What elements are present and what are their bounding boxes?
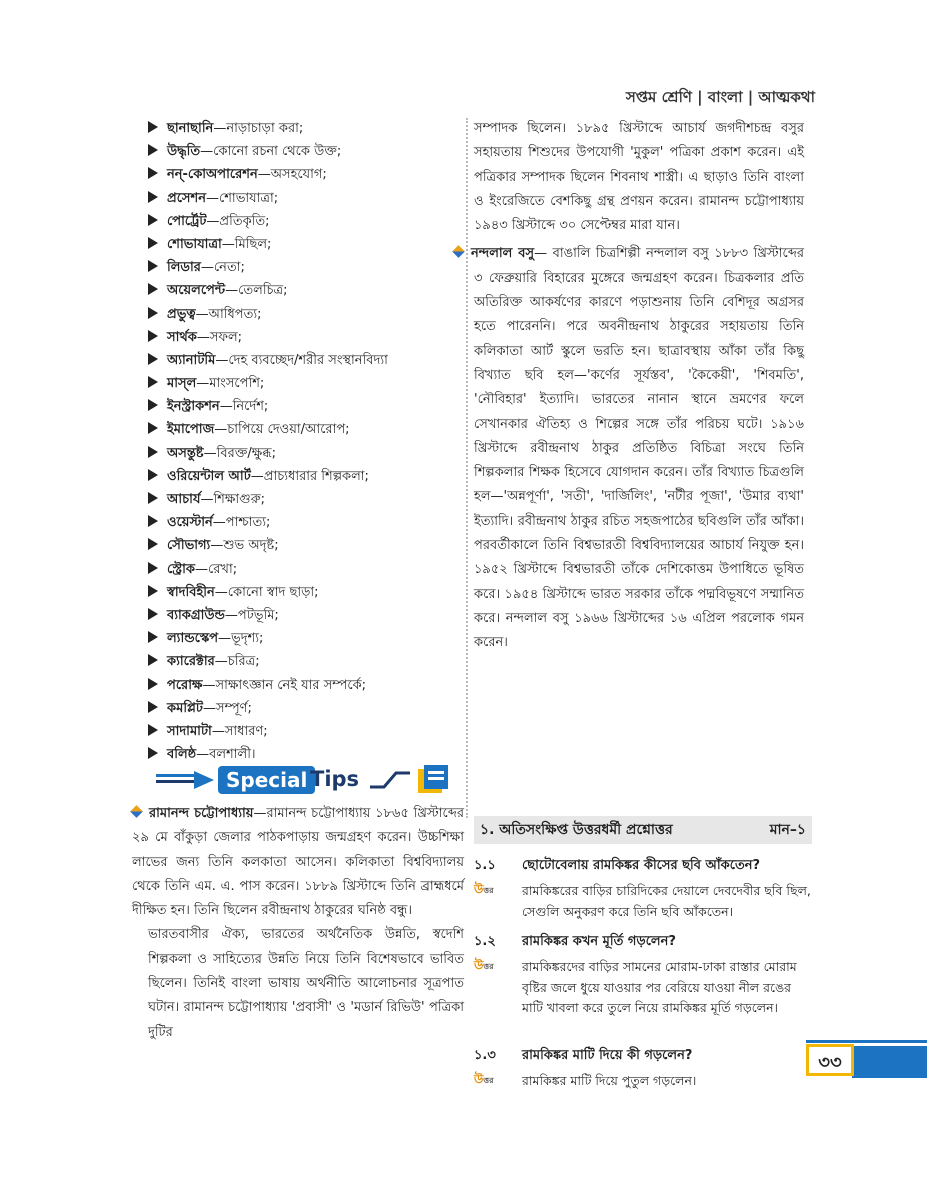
vocab-meaning: বিরক্ত/ক্ষুব্ধ; xyxy=(216,445,276,461)
vocab-meaning: চরিত্র; xyxy=(227,654,260,670)
vocab-dash: — xyxy=(200,492,214,507)
question-number: ১.২ xyxy=(474,934,496,949)
vocab-item xyxy=(148,442,466,465)
vocab-meaning: নির্দেশ; xyxy=(232,399,269,415)
vocab-item xyxy=(148,303,466,326)
triangle-bullet-icon xyxy=(148,330,158,342)
vocab-term: ওরিয়েন্টাল আর্ট xyxy=(167,468,251,484)
vocab-term: সৌভাগ্য xyxy=(167,538,211,554)
vocab-dash: — xyxy=(250,468,264,484)
vocab-item xyxy=(148,697,466,720)
vocab-dash: — xyxy=(219,399,233,415)
vocab-item xyxy=(148,674,466,697)
vocab-dash: — xyxy=(200,144,214,160)
vocab-item xyxy=(148,720,466,743)
triangle-bullet-icon xyxy=(148,469,158,481)
zigzag-icon xyxy=(370,769,410,791)
arrow-left-icon xyxy=(156,771,214,789)
vocab-term: ল্যান্ডস্কেপ xyxy=(167,631,219,647)
answer-icon xyxy=(474,957,502,977)
qa-item xyxy=(474,1046,794,1092)
vocab-item xyxy=(148,627,466,650)
vocab-term: বলিষ্ঠ xyxy=(167,747,197,763)
section-title xyxy=(474,816,812,844)
page-number-bar xyxy=(852,1046,927,1078)
vocab-dash: — xyxy=(203,445,217,461)
vocab-meaning: পাশ্চাত্য; xyxy=(225,515,271,531)
vocab-meaning: আধিপত্য; xyxy=(208,306,262,322)
tip-nandalal: নন্দলাল বসু— বাঙালি চিত্রশিল্পী নন্দলাল বসু ১৮৮৩ খ্রিস্টাব্দের ৩ ফেব্রুয়ারি বিহারের মুঙ্গেরে জন্মগ্রহণ করেন। চিত্রকলার প্রতি অতিরিক্ত আকর্ষণের কারণে পড়াশুনায় তিনি বেশিদূর অগ্রসর হতে পারেননি। পরে অবনীন্দ্রনাথ ঠাকুরের সহায়তায় তিনি কলিকাতা আর্ট স্কুলে ভরতি হন। ছাত্রাবস্থায় আঁকা তাঁর কিছু বিখ্যাত ছবি হল—'কর্ণের সূর্যস্তব', 'কৈকেয়ী', 'শিবমতি', 'নৌবিহার' ইত্যাদি। ভারতের নানান স্থানে ভ্রমণের ফলে সেখানকার ঐতিহ্য ও শিল্পের সঙ্গে তাঁর পরিচয় ঘটে। ১৯১৬ খ্রিস্টাব্দে রবীন্দ্রনাথ ঠাকুর প্রতিষ্ঠিত বিচিত্রা সংঘে তিনি শিল্পকলার শিক্ষক হিসেবে যোগদান করেন। তাঁর বিখ্যাত চিত্রগুলি হল—'অন্নপূর্ণা', 'সতী', 'দার্জিলিং', 'নটীর পূজা', 'উমার ব্যথা' ইত্যাদি। রবীন্দ্রনাথ ঠাকুর রচিত সহজপাঠের ছবিগুলি তাঁর আঁকা। পরবর্তীকালে তিনি বিশ্বভারতী বিশ্ববিদ্যালয়ের আচার্য নিযুক্ত হন। ১৯৫২ খ্রিস্টাব্দে বিশ্বভারতী তাঁকে দেশিকোত্তম উপাধিতে ভূষিত করে। ১৯৫৪ খ্রিস্টাব্দে ভারত সরকার তাঁকে পদ্মবিভূষণে সম্মানিত করে। নন্দলাল বসু ১৯৬৬ খ্রিস্টাব্দের ১৬ এপ্রিল পরলোক গমন করেন। xyxy=(454,242,804,655)
vocab-dash: — xyxy=(213,121,227,136)
vocab-meaning: শোভাযাত্রা; xyxy=(218,190,279,206)
answer-icon xyxy=(474,1071,502,1091)
vocab-meaning: সম্পূর্ণ; xyxy=(216,700,252,716)
vocab-item xyxy=(148,418,466,441)
vocab-dash: — xyxy=(214,584,228,600)
triangle-bullet-icon xyxy=(148,422,158,434)
answer-label: উ xyxy=(474,958,484,972)
vocab-term: অসন্তুষ্ট xyxy=(167,445,204,461)
diamond-bullet-icon xyxy=(130,805,143,818)
answer-text: রামকিঙ্করদের বাড়ির সামনের মোরাম-ঢাকা রাস্তার মোরাম বৃষ্টির জলে ধুয়ে যাওয়ার পর বেরিয়ে যাওয়া নীল রঙের মাটি খাবলা করে তুলে নিয়ে রামকিঙ্কর মূর্তি গড়লেন। xyxy=(522,959,797,1015)
answer-row xyxy=(474,881,814,922)
tip-text: বাঙালি চিত্রশিল্পী নন্দলাল বসু ১৮৮৩ খ্রিস্টাব্দের ৩ ফেব্রুয়ারি বিহারের মুঙ্গেরে জন্মগ্রহণ করেন। চিত্রকলার প্রতি অতিরিক্ত আকর্ষণের কারণে পড়াশুনায় তিনি বেশিদূর অগ্রসর হতে পারেননি। পরে অবনীন্দ্রনাথ ঠাকুরের সহায়তায় তিনি কলিকাতা আর্ট স্কুলে ভরতি হন। ছাত্রাবস্থায় আঁকা তাঁর কিছু বিখ্যাত ছবি হল—'কর্ণের সূর্যস্তব', 'কৈকেয়ী', 'শিবমতি', 'নৌবিহার' ইত্যাদি। ভারতের নানান স্থানে ভ্রমণের ফলে সেখানকার ঐতিহ্য ও শিল্পের সঙ্গে তাঁর পরিচয় ঘটে। ১৯১৬ খ্রিস্টাব্দে রবীন্দ্রনাথ ঠাকুর প্রতিষ্ঠিত বিচিত্রা সংঘে তিনি শিল্পকলার শিক্ষক হিসেবে যোগদান করেন। তাঁর বিখ্যাত চিত্রগুলি হল—'অন্নপূর্ণা', 'সতী', 'দার্জিলিং', 'নটীর পূজা', 'উমার ব্যথা' ইত্যাদি। রবীন্দ্রনাথ ঠাকুর রচিত সহজপাঠের ছবিগুলি তাঁর আঁকা। পরবর্তীকালে তিনি বিশ্বভারতী বিশ্ববিদ্যালয়ের আচার্য নিযুক্ত হন। ১৯৫২ খ্রিস্টাব্দে বিশ্বভারতী তাঁকে দেশিকোত্তম উপাধিতে ভূষিত করে। ১৯৫৪ খ্রিস্টাব্দে ভারত সরকার তাঁকে পদ্মবিভূষণে সম্মানিত করে। নন্দলাল বসু ১৯৬৬ খ্রিস্টাব্দের ১৬ এপ্রিল পরলোক গমন করেন। xyxy=(474,246,805,651)
left-column xyxy=(148,117,466,766)
tip-name: রামানন্দ চট্টোপাধ্যায় xyxy=(149,806,254,821)
qa-item xyxy=(474,856,814,922)
vocab-term: শোভাযাত্রা xyxy=(167,236,222,252)
qa-item xyxy=(474,932,814,1019)
vocab-item xyxy=(148,117,466,140)
diamond-bullet-icon xyxy=(452,246,465,259)
vocab-meaning: সাধারণ; xyxy=(224,723,268,739)
triangle-bullet-icon xyxy=(148,747,158,759)
vocab-item xyxy=(148,256,466,279)
vocab-item xyxy=(148,465,466,488)
vocab-term: সাদামাটা xyxy=(167,723,212,739)
right-column xyxy=(471,117,805,656)
vocab-dash: — xyxy=(211,723,225,739)
vocab-dash: — xyxy=(195,306,209,322)
vocab-dash: — xyxy=(203,700,216,716)
vocab-dash: — xyxy=(205,190,219,206)
triangle-bullet-icon xyxy=(148,538,158,550)
vocab-dash: — xyxy=(200,260,214,276)
vocab-meaning: অসহযোগ; xyxy=(270,167,327,183)
page-number: ৩৩ xyxy=(806,1044,854,1076)
tip-paragraph-2: ভারতবাসীর ঐক্য, ভারতের অর্থনৈতিক উন্নতি, স্বদেশি শিল্পকলা ও সাহিত্যের উন্নতি নিয়ে তিনি বিশেষভাবে ভাবিত ছিলেন। তিনিই বাংলা ভাষায় অর্থনীতি আলোচনার সূত্রপাত ঘটান। রামানন্দ চট্টোপাধ্যায় 'প্রবাসী' ও 'মডার্ন রিভিউ' পত্রিকা দুটির xyxy=(148,927,464,1040)
vocab-list xyxy=(148,117,466,766)
vocab-term: ইমাপোজ xyxy=(167,422,215,438)
vocab-dash: — xyxy=(196,329,210,345)
vocab-item xyxy=(148,372,466,395)
triangle-bullet-icon xyxy=(148,283,158,295)
vocab-meaning: মিছিল; xyxy=(234,236,272,252)
vocab-dash: — xyxy=(212,515,226,531)
vocab-term: ক্যারেক্টার xyxy=(167,654,215,670)
triangle-bullet-icon xyxy=(148,654,158,666)
vocab-item xyxy=(148,279,466,302)
triangle-bullet-icon xyxy=(148,376,158,388)
triangle-bullet-icon xyxy=(148,701,158,713)
special-tips-banner xyxy=(148,763,464,797)
vocab-dash: — xyxy=(221,236,235,252)
vocab-term: ওয়েস্টার্ন xyxy=(167,515,213,531)
vocab-dash: — xyxy=(202,677,216,693)
triangle-bullet-icon xyxy=(148,399,158,411)
triangle-bullet-icon xyxy=(148,214,158,226)
triangle-bullet-icon xyxy=(148,144,158,156)
vocab-item xyxy=(148,140,466,163)
vocab-term: আচার্য xyxy=(167,492,201,507)
vocab-item xyxy=(148,349,466,372)
vocab-item xyxy=(148,163,466,186)
vocab-term: উদ্ধৃতি xyxy=(167,144,201,160)
triangle-bullet-icon xyxy=(148,585,158,597)
vocab-meaning: শিক্ষাগুরু; xyxy=(213,492,266,507)
vocab-item xyxy=(148,488,466,511)
vocab-item xyxy=(148,534,466,557)
vocab-term: স্ট্রোক xyxy=(167,561,195,577)
vocab-item xyxy=(148,326,466,349)
vocab-term: লিডার xyxy=(167,260,201,276)
vocab-meaning: রেখা; xyxy=(208,561,238,577)
vocab-meaning: নেতা; xyxy=(213,260,245,276)
vocab-term: মাস্‌ল xyxy=(167,376,197,392)
vocab-item xyxy=(148,558,466,581)
triangle-bullet-icon xyxy=(148,724,158,736)
triangle-bullet-icon xyxy=(148,678,158,690)
section-heading: ১. অতিসংক্ষিপ্ত উত্তরধর্মী প্রশ্নোত্তর xyxy=(480,822,673,838)
vocab-term: নন্-কোঅপারেশন xyxy=(167,167,258,183)
question-number: ১.৩ xyxy=(474,1048,496,1063)
vocab-dash: — xyxy=(218,631,232,647)
vocab-term: প্রসেশন xyxy=(167,190,206,206)
vocab-dash: — xyxy=(214,654,228,670)
vocab-item xyxy=(148,233,466,256)
question-text: রামকিঙ্কর কখন মূর্তি গড়লেন? xyxy=(522,934,676,949)
answer-label: উ xyxy=(474,1072,484,1086)
vocab-item xyxy=(148,581,466,604)
vocab-term: পরোক্ষ xyxy=(167,677,203,693)
vocab-item xyxy=(148,395,466,418)
answer-label-suffix: ত্তর xyxy=(483,1076,494,1085)
vocab-term: সার্থক xyxy=(167,329,197,345)
vocab-dash: — xyxy=(206,213,220,229)
tip-ramananda xyxy=(132,802,464,1045)
tips-label: Tips xyxy=(310,767,360,791)
vocab-meaning: প্রাচ্যধারার শিল্পকলা; xyxy=(263,468,369,484)
vocab-term: কমপ্লিট xyxy=(167,700,203,716)
vocab-meaning: সাক্ষাৎজ্ঞান নেই যার সম্পর্কে; xyxy=(215,677,367,693)
tip-paragraph: রামানন্দ চট্টোপাধ্যায়—রামানন্দ চট্টোপাধ্যায় ১৮৬৫ খ্রিস্টাব্দের ২৯ মে বাঁকুড়া জেলার পাঠকপাড়ায় জন্মগ্রহণ করেন। উচ্চশিক্ষা লাভের জন্য তিনি কলকাতা আসেন। কলিকাতা বিশ্ববিদ্যালয় থেকে তিনি এম. এ. পাস করেন। ১৮৮৯ খ্রিস্টাব্দে তিনি ব্রাহ্মধর্মে দীক্ষিত হন। তিনি ছিলেন রবীন্দ্রনাথ ঠাকুরের ঘনিষ্ঠ বন্ধু। xyxy=(132,806,464,919)
tip-continuation: সম্পাদক ছিলেন। ১৮৯৫ খ্রিস্টাব্দে আচার্য জগদীশচন্দ্র বসুর সহায়তায় শিশুদের উপযোগী 'মুকুল' পত্রিকা প্রকাশ করেন। এই পত্রিকার সম্পাদক ছিলেন শিবনাথ শাস্ত্রী। এ ছাড়াও তিনি বাংলা ও ইংরেজিতে বেশকিছু গ্রন্থ প্রণয়ন করেন। রামানন্দ চট্টোপাধ্যায় ১৯৪৩ খ্রিস্টাব্দে ৩০ সেপ্টেম্বর মারা যান। xyxy=(474,121,804,234)
vocab-dash: — xyxy=(224,607,238,623)
vocab-meaning: মাংসপেশি; xyxy=(209,376,265,392)
triangle-bullet-icon xyxy=(148,446,158,458)
vocab-meaning: কোনো রচনা থেকে উক্ত; xyxy=(213,144,342,160)
page-header: সপ্তম শ্রেণি | বাংলা | আত্মকথা xyxy=(625,88,815,106)
triangle-bullet-icon xyxy=(148,307,158,319)
book-icon xyxy=(416,765,450,795)
vocab-meaning: পটভূমি; xyxy=(237,607,279,623)
vocab-dash: — xyxy=(195,561,208,577)
vocab-dash: — xyxy=(210,538,224,554)
vocab-item xyxy=(148,604,466,627)
triangle-bullet-icon xyxy=(148,515,158,527)
answer-text: রামকিঙ্করের বাড়ির চারিদিকের দেয়ালে দেবদেবীর ছবি ছিল, সেগুলি অনুকরণ করে তিনি ছবি আঁকতেন। xyxy=(522,883,811,919)
question-number: ১.১ xyxy=(474,858,496,873)
vocab-meaning: শুভ অদৃষ্ট; xyxy=(223,538,279,554)
special-badge: Special xyxy=(218,766,315,794)
answer-row xyxy=(474,957,814,1019)
vocab-dash: — xyxy=(257,167,271,183)
vocab-dash: — xyxy=(196,747,210,763)
question-text: ছোটোবেলায় রামকিঙ্কর কীসের ছবি আঁকতেন? xyxy=(522,858,761,873)
vocab-meaning: কোনো স্বাদ ছাড়া; xyxy=(227,584,319,600)
triangle-bullet-icon xyxy=(148,608,158,620)
vocab-term: ছানাছানি xyxy=(167,121,214,136)
vocab-meaning: চাপিয়ে দেওয়া/আরোপ; xyxy=(227,422,350,438)
vocab-meaning: তেলচিত্র; xyxy=(238,283,288,299)
vocab-meaning: ভূদৃশ্য; xyxy=(231,631,264,647)
answer-icon xyxy=(474,881,502,901)
vocab-dash: — xyxy=(214,422,228,438)
triangle-bullet-icon xyxy=(148,631,158,643)
answer-text: রামকিঙ্কর মাটি দিয়ে পুতুল গড়লেন। xyxy=(522,1073,697,1088)
triangle-bullet-icon xyxy=(148,237,158,249)
page-number-rule xyxy=(806,1040,927,1043)
vocab-meaning: নাড়াচাড়া করা; xyxy=(226,121,304,136)
vocab-dash: — xyxy=(225,283,239,299)
tip-name: নন্দলাল বসু xyxy=(471,246,535,262)
vocab-term: স্বাদবিহীন xyxy=(167,584,215,600)
answer-label-suffix: ত্তর xyxy=(483,886,494,895)
vocab-term: প্রভুত্ব xyxy=(167,306,196,322)
tip-text: রামানন্দ চট্টোপাধ্যায় ১৮৬৫ খ্রিস্টাব্দের ২৯ মে বাঁকুড়া জেলার পাঠকপাড়ায় জন্মগ্রহণ করেন। উচ্চশিক্ষা লাভের জন্য তিনি কলকাতা আসেন। কলিকাতা বিশ্ববিদ্যালয় থেকে তিনি এম. এ. পাস করেন। ১৮৮৯ খ্রিস্টাব্দে তিনি ব্রাহ্মধর্মে দীক্ষিত হন। তিনি ছিলেন রবীন্দ্রনাথ ঠাকুরের ঘনিষ্ঠ বন্ধু। xyxy=(132,806,464,919)
vocab-term: ইনস্ট্রাকশন xyxy=(167,399,220,415)
triangle-bullet-icon xyxy=(148,353,158,365)
vocab-item xyxy=(148,650,466,673)
vocab-item xyxy=(148,187,466,210)
triangle-bullet-icon xyxy=(148,167,158,179)
vocab-dash: — xyxy=(196,376,210,392)
triangle-bullet-icon xyxy=(148,562,158,574)
vocab-term: ব্যাকগ্রাউন্ড xyxy=(167,607,225,623)
answer-row xyxy=(474,1071,794,1092)
vocab-dash: — xyxy=(215,352,229,368)
triangle-bullet-icon xyxy=(148,492,158,504)
triangle-bullet-icon xyxy=(148,260,158,272)
vocab-meaning: দেহ ব্যবচ্ছেদ/শরীর সংস্থানবিদ্যা xyxy=(228,352,388,368)
answer-label: উ xyxy=(474,882,484,896)
vocab-meaning: বলশালী। xyxy=(209,747,256,763)
vocab-term: অয়েলপেন্ট xyxy=(167,283,226,299)
vocab-term: অ্যানাটমি xyxy=(167,352,216,368)
vocab-term: পোর্ট্রেট xyxy=(167,213,207,229)
vocab-item xyxy=(148,210,466,233)
triangle-bullet-icon xyxy=(148,121,158,133)
triangle-bullet-icon xyxy=(148,191,158,203)
section-marks: মান–১ xyxy=(769,822,806,838)
answer-label-suffix: ত্তর xyxy=(483,962,494,971)
vocab-meaning: প্রতিকৃতি; xyxy=(219,213,270,229)
vocab-item xyxy=(148,511,466,534)
question-text: রামকিঙ্কর মাটি দিয়ে কী গড়লেন? xyxy=(522,1048,693,1063)
vocab-meaning: সফল; xyxy=(209,329,243,345)
